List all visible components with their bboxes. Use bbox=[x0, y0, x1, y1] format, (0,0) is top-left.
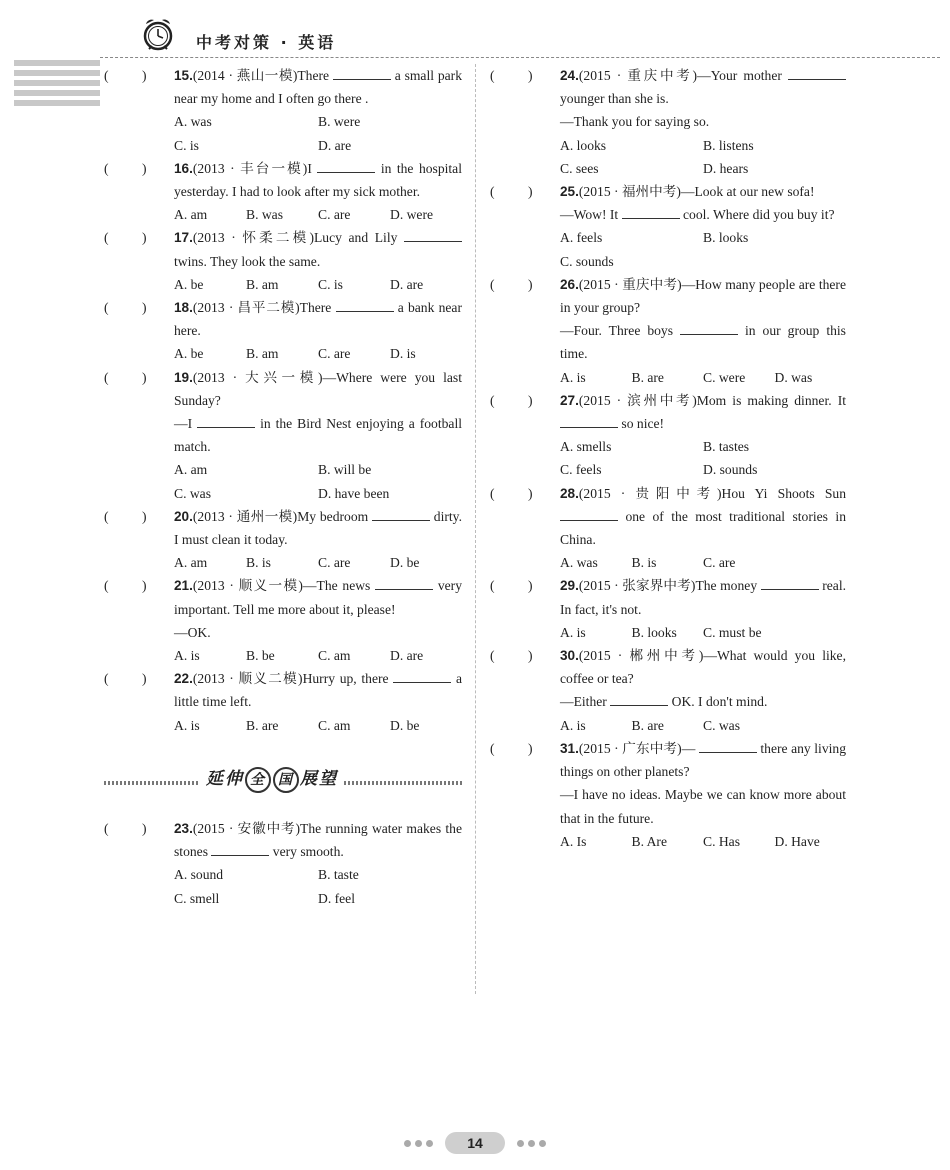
answer-blank[interactable] bbox=[336, 297, 394, 312]
column-divider bbox=[475, 64, 476, 994]
answer-options bbox=[174, 644, 462, 667]
answer-option[interactable]: B. was bbox=[246, 207, 284, 223]
answer-blank[interactable] bbox=[197, 413, 255, 428]
answer-paren: ( ) bbox=[104, 820, 147, 836]
question-stem: —Where were you last Sunday? bbox=[174, 369, 462, 408]
question-source: (2015 · 广东中考) bbox=[578, 740, 682, 756]
question-continuation: very important. Tell me more about it, please! bbox=[174, 578, 462, 617]
question-dialogue-line: —OK. bbox=[174, 624, 211, 640]
answer-blank[interactable] bbox=[610, 691, 668, 706]
answer-option[interactable]: C. sees bbox=[560, 160, 599, 176]
question-number: 28. bbox=[560, 485, 579, 501]
answer-option[interactable]: A. am bbox=[174, 555, 208, 571]
answer-paren: ( ) bbox=[104, 671, 147, 687]
answer-option[interactable]: C. is bbox=[174, 137, 199, 153]
answer-option[interactable]: C. smell bbox=[174, 890, 220, 906]
answer-blank[interactable] bbox=[680, 320, 738, 335]
question-item bbox=[490, 273, 846, 389]
answer-paren: ( ) bbox=[490, 68, 533, 83]
answer-option[interactable]: B. is bbox=[631, 555, 657, 571]
question-source: (2015 · 滨州中考) bbox=[578, 392, 697, 408]
answer-options bbox=[560, 226, 846, 272]
question-stem: There bbox=[299, 300, 332, 316]
question-text bbox=[560, 482, 846, 552]
answer-option[interactable]: C. were bbox=[703, 369, 746, 385]
answer-option[interactable]: B. are bbox=[631, 369, 664, 385]
answer-option[interactable]: D. feel bbox=[318, 890, 355, 906]
question-number: 29. bbox=[560, 578, 579, 594]
question-text bbox=[174, 226, 462, 272]
question-item bbox=[490, 389, 846, 482]
answer-option[interactable]: B. be bbox=[246, 648, 275, 664]
question-text bbox=[174, 667, 462, 713]
page-header bbox=[0, 0, 950, 62]
question-continuation: in the Bird Nest enjoying a football match. bbox=[174, 416, 462, 455]
question-source: (2013 · 昌平二模) bbox=[192, 300, 300, 316]
question-item bbox=[490, 180, 846, 273]
answer-option[interactable]: A. be bbox=[174, 276, 204, 292]
answer-option[interactable]: B. Are bbox=[631, 833, 667, 849]
answer-options bbox=[174, 863, 462, 909]
answer-option[interactable]: B. is bbox=[246, 555, 271, 571]
question-stem: — bbox=[681, 740, 696, 756]
question-text bbox=[174, 505, 462, 551]
answer-option[interactable]: B. am bbox=[246, 346, 279, 362]
question-continuation: so nice! bbox=[621, 416, 665, 432]
question-continuation: there any living things on other planets? bbox=[560, 740, 846, 780]
question-continuation: real. In fact, it's not. bbox=[560, 578, 846, 617]
answer-option[interactable]: C. are bbox=[703, 555, 736, 571]
answer-option[interactable]: B. will be bbox=[318, 462, 372, 478]
question-dialogue-line: —Thank you for saying so. bbox=[560, 114, 710, 130]
question-item bbox=[104, 296, 462, 366]
answer-options bbox=[560, 435, 846, 481]
answer-option[interactable]: B. looks bbox=[703, 230, 749, 246]
answer-option[interactable]: B. taste bbox=[318, 867, 359, 883]
question-stem: The money bbox=[695, 578, 758, 594]
answer-option[interactable]: A. was bbox=[174, 114, 212, 130]
answer-blank[interactable] bbox=[560, 506, 618, 521]
left-column bbox=[104, 64, 462, 910]
answer-option[interactable]: A. am bbox=[174, 207, 208, 223]
question-text bbox=[560, 737, 846, 783]
answer-paren: ( ) bbox=[490, 578, 533, 594]
question-item bbox=[104, 667, 462, 737]
question-text bbox=[560, 273, 846, 366]
answer-option[interactable]: C. was bbox=[703, 717, 741, 733]
question-number: 30. bbox=[560, 648, 579, 664]
question-continuation: younger than she is. bbox=[560, 91, 669, 107]
question-item bbox=[104, 226, 462, 296]
answer-options bbox=[560, 714, 846, 737]
answer-options bbox=[174, 203, 462, 226]
question-continuation: a bank near here. bbox=[174, 300, 462, 339]
question-stem: I bbox=[307, 160, 312, 176]
question-text bbox=[174, 157, 462, 203]
answer-option[interactable]: C. am bbox=[318, 648, 351, 664]
answer-options bbox=[174, 551, 462, 574]
answer-blank[interactable] bbox=[560, 413, 618, 428]
question-continuation: a little time left. bbox=[174, 671, 462, 710]
question-text bbox=[174, 574, 462, 620]
answer-option[interactable]: C. sounds bbox=[560, 253, 614, 269]
question-stem: Lucy and Lily bbox=[314, 230, 398, 246]
question-item bbox=[490, 482, 846, 575]
question-number: 23. bbox=[174, 820, 193, 836]
question-number: 15. bbox=[174, 68, 193, 83]
answer-paren: ( ) bbox=[104, 160, 147, 176]
answer-option[interactable]: B. are bbox=[631, 717, 664, 733]
alarm-clock-icon bbox=[140, 16, 176, 52]
question-reply: —Either bbox=[560, 694, 607, 710]
question-number: 25. bbox=[560, 184, 579, 200]
answer-option[interactable]: C. is bbox=[318, 276, 343, 292]
page-footer bbox=[0, 1132, 950, 1154]
question-number: 18. bbox=[174, 300, 193, 316]
question-text bbox=[174, 366, 462, 459]
answer-option[interactable]: C. feels bbox=[560, 462, 602, 478]
answer-options bbox=[560, 830, 846, 853]
answer-option[interactable]: B. am bbox=[246, 276, 279, 292]
answer-blank[interactable] bbox=[333, 65, 391, 80]
answer-options bbox=[174, 273, 462, 296]
question-number: 22. bbox=[174, 671, 193, 687]
question-source: (2013 · 丰台一模) bbox=[192, 160, 308, 176]
answer-option[interactable]: B. are bbox=[246, 717, 279, 733]
answer-option[interactable]: A. sound bbox=[174, 867, 224, 883]
answer-option[interactable]: D. are bbox=[318, 137, 352, 153]
question-source: (2015 · 郴州中考) bbox=[578, 648, 704, 664]
answer-blank[interactable] bbox=[699, 738, 757, 753]
answer-option[interactable]: D. hears bbox=[703, 160, 749, 176]
question-continuation: cool. Where did you buy it? bbox=[683, 207, 835, 223]
question-text bbox=[560, 389, 846, 435]
question-number: 16. bbox=[174, 160, 193, 176]
answer-blank[interactable] bbox=[788, 65, 846, 80]
question-continuation: in our group this time. bbox=[560, 323, 846, 362]
answer-paren: ( ) bbox=[490, 740, 533, 756]
answer-paren: ( ) bbox=[490, 276, 533, 292]
question-continuation: twins. They look the same. bbox=[174, 253, 321, 269]
answer-options bbox=[560, 551, 846, 574]
question-number: 24. bbox=[560, 68, 579, 83]
question-item bbox=[104, 574, 462, 667]
question-stem: —Look at our new sofa! bbox=[680, 184, 815, 200]
question-stem: There bbox=[297, 68, 330, 83]
right-column bbox=[490, 64, 846, 853]
answer-option[interactable]: A. was bbox=[560, 555, 598, 571]
answer-option[interactable]: D. be bbox=[390, 717, 420, 733]
answer-option[interactable]: D. are bbox=[390, 276, 424, 292]
answer-blank[interactable] bbox=[372, 506, 430, 521]
answer-option[interactable]: C. are bbox=[318, 555, 351, 571]
question-source: (2015 · 福州中考) bbox=[578, 184, 681, 200]
answer-option[interactable]: B. were bbox=[318, 114, 361, 130]
question-reply: —Wow! It bbox=[560, 207, 619, 223]
question-source: (2015 · 张家界中考) bbox=[578, 578, 696, 594]
answer-option[interactable]: C. was bbox=[174, 485, 212, 501]
answer-paren: ( ) bbox=[104, 68, 147, 83]
question-reply: —Four. Three boys bbox=[560, 323, 674, 339]
question-item bbox=[104, 64, 462, 157]
question-text bbox=[560, 64, 846, 110]
question-number: 20. bbox=[174, 508, 193, 524]
answer-option[interactable]: A. is bbox=[174, 717, 200, 733]
answer-options bbox=[560, 621, 846, 644]
question-item bbox=[104, 505, 462, 575]
question-stem: —Your mother bbox=[697, 68, 782, 83]
question-stem: Hurry up, there bbox=[302, 671, 389, 687]
answer-option[interactable]: D. be bbox=[390, 555, 420, 571]
section-title: 延伸 全 国 展望 bbox=[200, 767, 344, 793]
answer-paren: ( ) bbox=[104, 369, 147, 385]
question-source: (2015 · 安徽中考) bbox=[192, 820, 301, 836]
answer-paren: ( ) bbox=[104, 300, 147, 316]
question-stem: —The news bbox=[302, 578, 371, 594]
question-source: (2015 · 重庆中考) bbox=[578, 276, 682, 292]
answer-option[interactable]: D. is bbox=[390, 346, 416, 362]
question-stem: Hou Yi Shoots Sun bbox=[721, 485, 846, 501]
answer-options bbox=[174, 714, 462, 737]
answer-option[interactable]: A. smells bbox=[560, 439, 612, 455]
answer-option[interactable]: C. are bbox=[318, 346, 351, 362]
question-source: (2013 · 怀柔二模) bbox=[192, 230, 314, 246]
question-source: (2013 · 顺义二模) bbox=[192, 671, 303, 687]
question-stem: The running water makes the stones bbox=[174, 820, 462, 860]
question-text bbox=[560, 644, 846, 714]
answer-option[interactable]: B. looks bbox=[631, 624, 677, 640]
question-text bbox=[174, 817, 462, 863]
question-item bbox=[490, 644, 846, 737]
answer-paren: ( ) bbox=[104, 508, 147, 524]
answer-option[interactable]: C. are bbox=[318, 207, 351, 223]
question-text bbox=[560, 574, 846, 620]
answer-options bbox=[560, 366, 846, 389]
answer-option[interactable]: A. is bbox=[560, 369, 586, 385]
question-reply: —I bbox=[174, 416, 193, 432]
answer-option[interactable]: A. is bbox=[560, 717, 586, 733]
answer-option[interactable]: D. have been bbox=[318, 485, 390, 501]
answer-option[interactable]: D. Have bbox=[774, 833, 820, 849]
question-dialogue-line: —I have no ideas. Maybe we can know more about that in the future. bbox=[560, 787, 846, 826]
question-source: (2013 · 大兴一模) bbox=[192, 369, 323, 385]
question-stem: —What would you like, coffee or tea? bbox=[560, 648, 846, 687]
question-source: (2013 · 通州一模) bbox=[192, 508, 298, 524]
answer-option[interactable]: B. tastes bbox=[703, 439, 750, 455]
answer-options bbox=[174, 342, 462, 365]
answer-blank[interactable] bbox=[317, 158, 375, 173]
question-stem: —How many people are there in your group? bbox=[560, 276, 846, 316]
question-source: (2014 · 燕山一模) bbox=[192, 68, 298, 83]
footer-dots-right bbox=[515, 1134, 548, 1152]
answer-options bbox=[174, 110, 462, 156]
header-rule bbox=[100, 57, 940, 58]
question-source: (2013 · 顺义一模) bbox=[192, 578, 303, 594]
answer-option[interactable]: C. Has bbox=[703, 833, 741, 849]
question-item bbox=[104, 157, 462, 227]
answer-options bbox=[174, 458, 462, 504]
answer-option[interactable]: A. is bbox=[174, 648, 200, 664]
question-text bbox=[560, 180, 846, 226]
question-continuation: one of the most traditional stories in China. bbox=[560, 508, 846, 548]
answer-option[interactable]: A. be bbox=[174, 346, 204, 362]
question-source: (2015 · 重庆中考) bbox=[578, 68, 698, 83]
answer-blank[interactable] bbox=[404, 227, 462, 242]
answer-blank[interactable] bbox=[393, 668, 451, 683]
question-continuation: very smooth. bbox=[272, 844, 344, 860]
question-continuation: a small park near my home and I often go there . bbox=[174, 68, 462, 107]
answer-option[interactable]: A. Is bbox=[560, 833, 587, 849]
footer-dots-left bbox=[402, 1134, 435, 1152]
answer-paren: ( ) bbox=[490, 485, 533, 501]
question-number: 17. bbox=[174, 230, 193, 246]
answer-option[interactable]: C. must be bbox=[703, 624, 762, 640]
section-header bbox=[104, 763, 462, 803]
question-text bbox=[174, 296, 462, 342]
answer-paren: ( ) bbox=[490, 648, 533, 664]
answer-blank[interactable] bbox=[375, 575, 433, 590]
answer-option[interactable]: D. are bbox=[390, 648, 424, 664]
answer-option[interactable]: D. was bbox=[774, 369, 813, 385]
answer-blank[interactable] bbox=[622, 204, 680, 219]
question-source: (2015 · 贵阳中考) bbox=[578, 485, 722, 501]
question-number: 31. bbox=[560, 740, 579, 756]
question-stem: Mom is making dinner. It bbox=[696, 392, 846, 408]
answer-paren: ( ) bbox=[104, 578, 147, 594]
question-item bbox=[104, 366, 462, 505]
question-number: 26. bbox=[560, 276, 579, 292]
answer-paren: ( ) bbox=[490, 392, 533, 408]
answer-option[interactable]: B. listens bbox=[703, 137, 754, 153]
question-continuation: in the hospital yesterday. I had to look after my sick mother. bbox=[174, 160, 462, 200]
question-number: 27. bbox=[560, 392, 579, 408]
answer-paren: ( ) bbox=[490, 184, 533, 200]
page-number: 14 bbox=[445, 1132, 505, 1154]
question-stem: My bedroom bbox=[297, 508, 369, 524]
question-item bbox=[490, 574, 846, 644]
question-number: 19. bbox=[174, 369, 193, 385]
answer-option[interactable]: A. am bbox=[174, 462, 208, 478]
answer-option[interactable]: A. looks bbox=[560, 137, 607, 153]
answer-blank[interactable] bbox=[211, 841, 269, 856]
book-title: 中考对策 · 英语 bbox=[196, 33, 337, 52]
answer-option[interactable]: A. feels bbox=[560, 230, 603, 246]
answer-paren: ( ) bbox=[104, 230, 147, 246]
answer-option[interactable]: D. sounds bbox=[703, 462, 758, 478]
question-item bbox=[490, 737, 846, 853]
answer-option[interactable]: A. is bbox=[560, 624, 586, 640]
question-continuation: OK. I don't mind. bbox=[671, 694, 768, 710]
answer-options bbox=[560, 134, 846, 180]
question-number: 21. bbox=[174, 578, 193, 594]
question-item bbox=[490, 64, 846, 180]
answer-option[interactable]: C. am bbox=[318, 717, 351, 733]
decorative-stripes bbox=[14, 60, 100, 110]
question-text bbox=[174, 64, 462, 110]
answer-option[interactable]: D. were bbox=[390, 207, 434, 223]
question-continuation: dirty. I must clean it today. bbox=[174, 508, 462, 548]
answer-blank[interactable] bbox=[761, 575, 819, 590]
question-item bbox=[104, 817, 462, 910]
